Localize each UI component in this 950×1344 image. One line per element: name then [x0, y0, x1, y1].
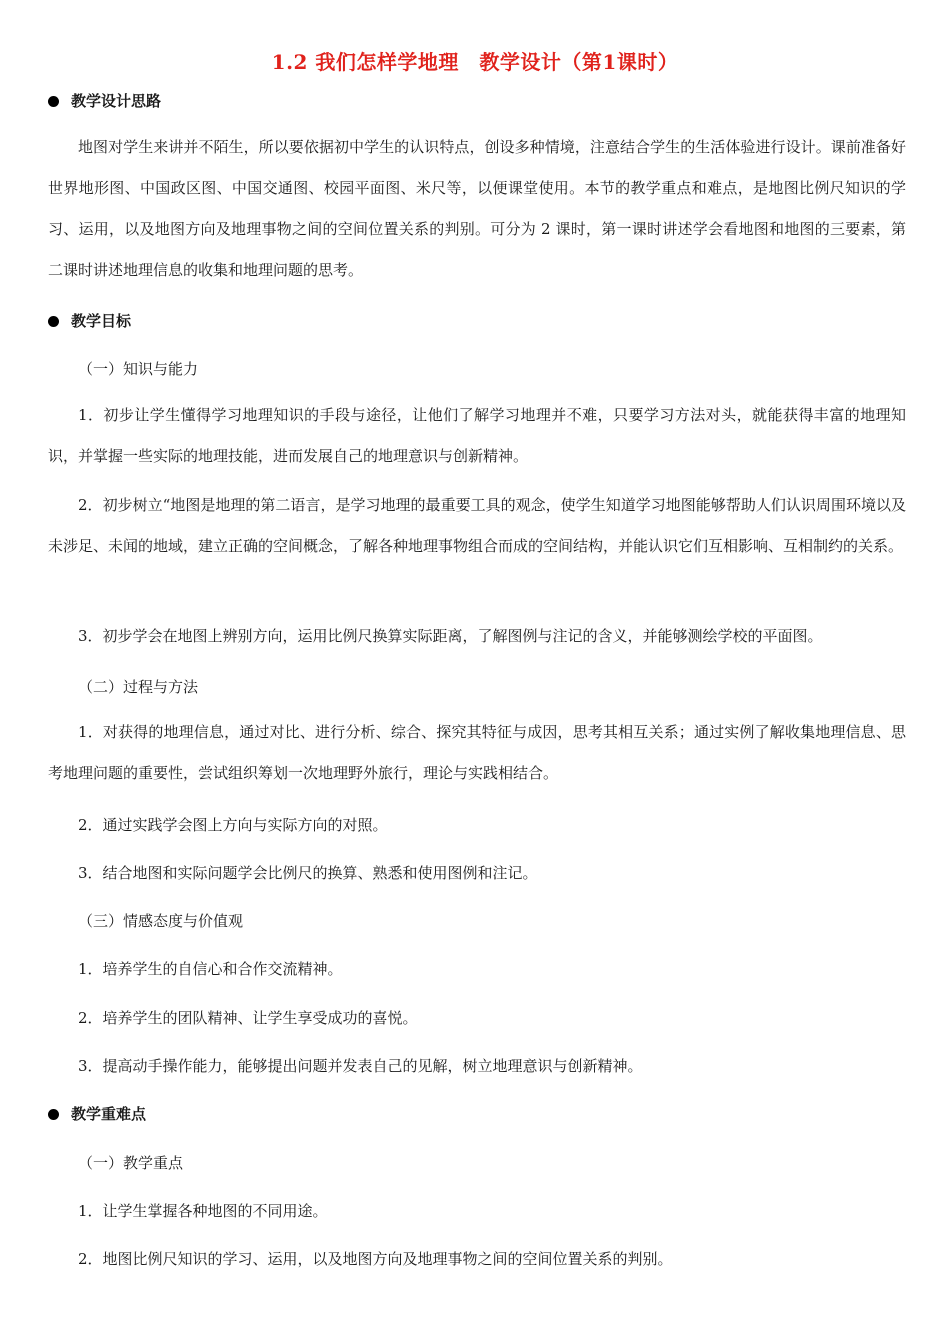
bullet-icon	[48, 96, 59, 107]
goal-knowledge-3: 3．初步学会在地图上辨别方向，运用比例尺换算实际距离，了解图例与注记的含义，并能够测绘学校的平面图。	[78, 627, 823, 645]
bullet-icon	[48, 1109, 59, 1120]
goal-process-3: 3．结合地图和实际问题学会比例尺的换算、熟悉和使用图例和注记。	[78, 864, 538, 882]
heading-text: 教学设计思路	[71, 92, 162, 110]
subheading-attitude: （三）情感态度与价值观	[78, 912, 244, 930]
section-heading-design	[48, 90, 161, 111]
key-point-1: 1．让学生掌握各种地图的不同用途。	[78, 1202, 328, 1220]
goal-attitude-3: 3．提高动手操作能力，能够提出问题并发表自己的见解，树立地理意识与创新精神。	[78, 1057, 643, 1075]
document-title: 1.2 我们怎样学地理 教学设计（第1课时）	[271, 50, 679, 74]
goal-knowledge-1: 1．初步让学生懂得学习地理知识的手段与途径，让他们了解学习地理并不难，只要学习方法对头，就能获得丰富的地理知识，并掌握一些实际的地理技能，进而发展自己的地理意识与创新精神。	[48, 406, 906, 465]
design-paragraph: 地图对学生来讲并不陌生，所以要依据初中学生的认识特点，创设多种情境，注意结合学生的生活体验进行设计。课前准备好世界地形图、中国政区图、中国交通图、校园平面图、米尺等，以便课堂使用。本节的教学重点和难点，是地图比例尺知识的学习、运用，以及地图方向及地理事物之间的空间位置关系的判别。可分为 2 课时，第一课时讲述学会看地图和地图的三要素，第二课时讲述地理信息的收集和地理问题的思考。	[48, 138, 906, 279]
heading-text: 教学目标	[71, 312, 132, 330]
bullet-icon	[48, 316, 59, 327]
section-heading-goals	[48, 310, 131, 331]
goal-attitude-2: 2．培养学生的团队精神、让学生享受成功的喜悦。	[78, 1009, 418, 1027]
goal-knowledge-2: 2．初步树立“地图是地理的第二语言，是学习地理的最重要工具的观念，使学生知道学习地图能够帮助人们认识周围环境以及未涉足、未闻的地域，建立正确的空间概念，了解各种地理事物组合而成的空间结构，并能认识它们互相影响、互相制约的关系。	[48, 496, 906, 555]
goal-attitude-1: 1．培养学生的自信心和合作交流精神。	[78, 960, 343, 978]
subheading-key-points: （一）教学重点	[78, 1154, 184, 1172]
subheading-process: （二）过程与方法	[78, 678, 199, 696]
heading-text: 教学重难点	[71, 1105, 147, 1123]
goal-process-2: 2．通过实践学会图上方向与实际方向的对照。	[78, 816, 388, 834]
section-heading-key	[48, 1103, 146, 1124]
subheading-knowledge: （一）知识与能力	[78, 360, 199, 378]
key-point-2: 2．地图比例尺知识的学习、运用，以及地图方向及地理事物之间的空间位置关系的判别。	[78, 1250, 673, 1268]
goal-process-1: 1．对获得的地理信息，通过对比、进行分析、综合、探究其特征与成因，思考其相互关系；通过实例了解收集地理信息、思考地理问题的重要性，尝试组织筹划一次地理野外旅行，理论与实践相结合。	[48, 723, 906, 782]
